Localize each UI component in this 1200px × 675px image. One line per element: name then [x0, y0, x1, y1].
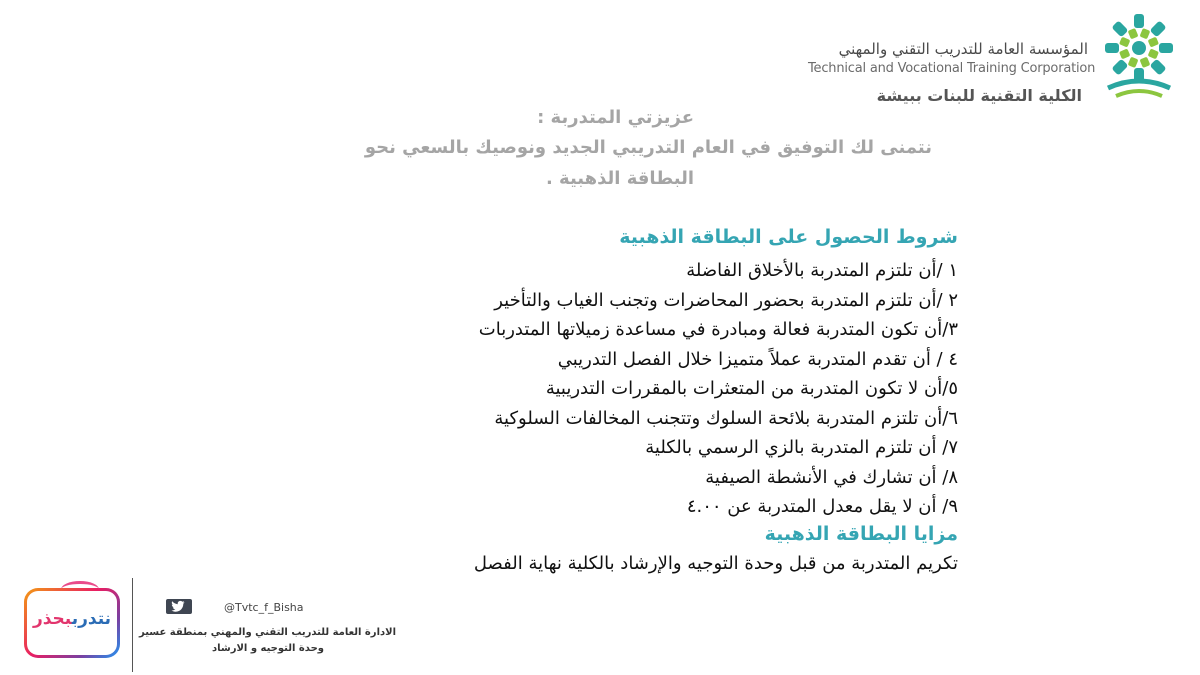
brand-word-train: نتدرب [71, 609, 112, 629]
condition-item: ٨/ أن تشارك في الأنشطة الصيفية [705, 466, 958, 488]
tvtc-logo-icon [1098, 10, 1180, 100]
guidance-unit-name: وحدة التوجيه و الارشاد [211, 643, 324, 654]
condition-item: ٩/ أن لا يقل معدل المتدربة عن ٤.٠٠ [686, 496, 958, 517]
campaign-logo [24, 588, 120, 658]
conditions-list [479, 256, 958, 522]
twitter-icon[interactable] [166, 599, 192, 614]
benefits-heading: مزايا البطاقة الذهبية [764, 523, 958, 545]
brand-word-caution: بحذر [32, 609, 72, 629]
organization-name-english: Technical and Vocational Training Corporation [808, 61, 1096, 76]
twitter-handle[interactable]: @Tvtc_f_Bisha [224, 601, 304, 614]
organization-name-arabic: المؤسسة العامة للتدريب التقني والمهني [838, 40, 1088, 58]
condition-item: ٥/أن لا تكون المتدربة من المتعثرات بالمقررات التدريبية [545, 378, 958, 399]
campaign-brand [27, 609, 117, 629]
greeting-salutation: عزيزتي المتدربة : [537, 107, 694, 128]
condition-item: ٦/أن تلتزم المتدربة بلائحة السلوك وتتجنب المخالفات السلوكية [494, 407, 958, 429]
college-name: الكلية التقنية للبنات ببيشة [876, 86, 1082, 105]
condition-item: ٢ /أن تلتزم المتدربة بحضور المحاضرات وتجنب الغياب والتأخير [494, 289, 958, 311]
benefit-text: تكريم المتدربة من قبل وحدة التوجيه والإرشاد بالكلية نهاية الفصل [473, 553, 958, 574]
administration-name: الادارة العامة للتدريب التقني والمهني بمنطقة عسير [138, 627, 396, 638]
greeting-message: نتمنى لك التوفيق في العام التدريبي الجديد ونوصيك بالسعي نحو [364, 137, 932, 158]
swoosh-icon [61, 581, 99, 598]
condition-item: ٣/أن تكون المتدربة فعالة ومبادرة في مساعدة زميلاتها المتدربات [478, 319, 958, 340]
greeting-message-end: البطاقة الذهبية . [545, 168, 694, 189]
footer-divider [132, 578, 133, 672]
conditions-heading: شروط الحصول على البطاقة الذهبية [619, 226, 958, 248]
condition-item: ١ /أن تلتزم المتدربة بالأخلاق الفاضلة [686, 260, 958, 281]
condition-item: ٧/ أن تلتزم المتدربة بالزي الرسمي بالكلية [645, 437, 958, 458]
condition-item: ٤ / أن تقدم المتدربة عملاً متميزا خلال الفصل التدريبي [557, 348, 958, 370]
